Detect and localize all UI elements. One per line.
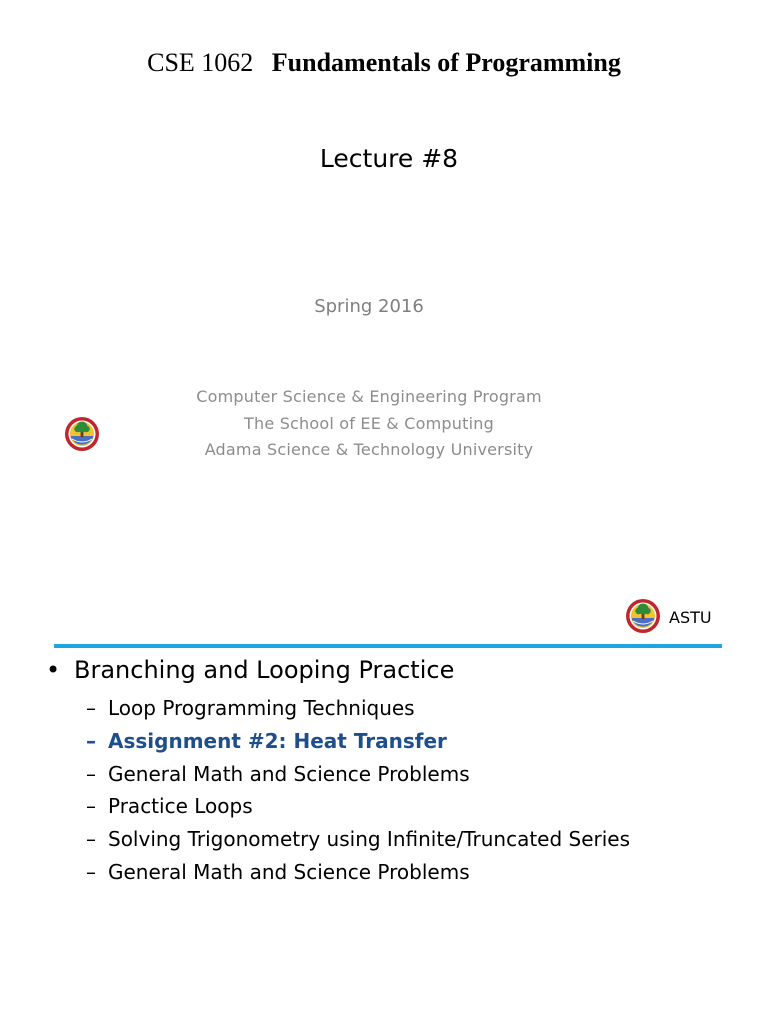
astu-label: ASTU: [669, 608, 712, 627]
affiliation-block: [0, 384, 738, 464]
affiliation-school: The School of EE & Computing: [244, 413, 494, 433]
bullet-glyph: •: [46, 656, 61, 684]
outline-sub-item: [86, 827, 630, 851]
course-code: CSE 1062: [147, 48, 254, 77]
term: Spring 2016: [314, 296, 424, 317]
dash-glyph: –: [86, 794, 96, 818]
outline-sub-item: [86, 762, 470, 786]
dash-glyph: –: [86, 762, 96, 786]
dash-glyph: –: [86, 696, 96, 720]
outline-sub-label: Practice Loops: [108, 794, 253, 818]
outline-main-item: [46, 656, 454, 684]
course-name: Fundamentals of Programming: [271, 48, 621, 77]
outline-sub-item: [86, 794, 253, 818]
outline-main-label: Branching and Looping Practice: [74, 656, 455, 684]
course-title: [0, 48, 768, 78]
lecture-number: Lecture #8: [319, 144, 459, 173]
outline-sub-label: Solving Trigonometry using Infinite/Truncated Series: [108, 827, 631, 851]
outline-sub-item-highlighted: [86, 729, 447, 753]
astu-seal-icon: [625, 598, 661, 634]
affiliation-university: Adama Science & Technology University: [204, 440, 534, 459]
dash-glyph: –: [86, 860, 96, 884]
outline-sub-label: Loop Programming Techniques: [108, 696, 415, 720]
divider-rule: [54, 644, 722, 648]
outline-sub-item: [86, 696, 415, 720]
outline-sub-label: Assignment #2: Heat Transfer: [108, 729, 447, 753]
outline-sub-label: General Math and Science Problems: [108, 860, 470, 884]
astu-seal-icon: [64, 416, 100, 452]
affiliation-program: Computer Science & Engineering Program: [196, 387, 542, 406]
outline-sub-label: General Math and Science Problems: [108, 762, 470, 786]
outline-sub-item: [86, 860, 470, 884]
dash-glyph: –: [86, 827, 96, 851]
dash-glyph: –: [86, 729, 96, 753]
